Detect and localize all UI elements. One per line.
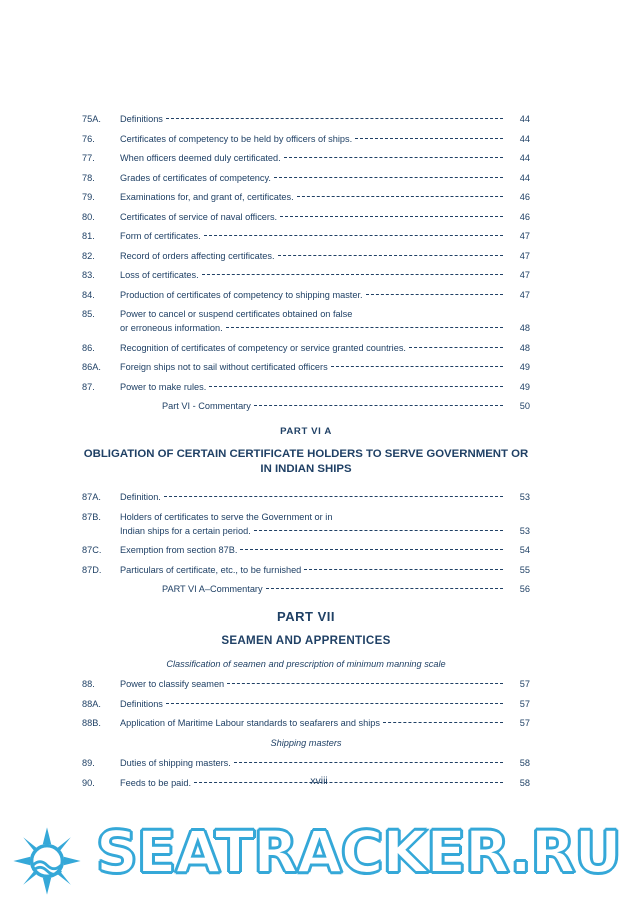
- toc-row: [82, 211, 530, 223]
- toc-item-title: PART VI A–Commentary: [162, 584, 263, 594]
- leader-dots: [226, 326, 503, 328]
- toc-item-page: 44: [519, 114, 530, 124]
- toc-item-page: 57: [519, 679, 530, 689]
- toc-item-number: 87A.: [82, 492, 101, 502]
- toc-item-title: Definitions: [120, 698, 163, 709]
- toc-item-number: 87.: [82, 381, 95, 392]
- toc-row: [82, 230, 530, 242]
- toc-item-title: Examinations for, and grant of, certificates.: [120, 192, 294, 202]
- section-subheading-shipping-masters: Shipping masters: [270, 738, 342, 748]
- toc-item-page: 49: [519, 381, 530, 392]
- toc-item-number: 88B.: [82, 718, 101, 728]
- toc-item-page: 55: [519, 564, 530, 575]
- toc-item-title: Production of certificates of competency to shipping master.: [120, 289, 363, 300]
- toc-item-title: Certificates of service of naval officers.: [120, 211, 278, 222]
- leader-dots: [284, 156, 503, 158]
- toc-item-page: 53: [519, 525, 530, 536]
- leader-dots: [227, 682, 503, 684]
- toc-item-number: 84.: [82, 289, 95, 300]
- part-title-vii: SEAMEN AND APPRENTICES: [221, 634, 391, 647]
- leader-dots: [254, 529, 503, 531]
- toc-item-number: 75A.: [82, 114, 101, 124]
- part-label-vii: PART VII: [277, 609, 335, 624]
- toc-item-title: Definitions: [120, 114, 163, 124]
- leader-dots: [234, 761, 503, 763]
- toc-item-page: 46: [519, 211, 530, 222]
- toc-row: [82, 361, 530, 373]
- toc-item-number: 86.: [82, 342, 95, 353]
- toc-row: [82, 172, 530, 184]
- leader-dots: [209, 385, 503, 387]
- toc-item-title: Recognition of certificates of competency or service granted countries.: [120, 342, 406, 353]
- toc-item-title: Holders of certificates to serve the Government or in: [120, 511, 333, 522]
- toc-item-title-cont: Indian ships for a certain period.: [120, 525, 251, 536]
- toc-row: [82, 678, 530, 690]
- toc-row: [82, 717, 530, 729]
- toc-item-number: 87C.: [82, 545, 102, 555]
- part-label-via: PART VI A: [280, 426, 332, 437]
- leader-dots: [278, 254, 503, 256]
- toc-item-page: 46: [519, 192, 530, 202]
- toc-item-number: 86A.: [82, 362, 101, 372]
- toc-row: [82, 289, 530, 301]
- toc-row-commentary: [82, 583, 530, 595]
- toc-item-number: 90.: [82, 777, 95, 788]
- toc-item-number: 79.: [82, 192, 95, 202]
- toc-item-page: 57: [519, 718, 530, 728]
- toc-row: [82, 269, 530, 281]
- toc-item-number: 83.: [82, 270, 95, 280]
- leader-dots: [366, 293, 503, 295]
- leader-dots: [304, 568, 503, 570]
- toc-row: [82, 381, 530, 393]
- toc-item-number: 82.: [82, 250, 95, 261]
- leader-dots: [166, 702, 503, 704]
- toc-row: [82, 133, 530, 145]
- toc-item-page: 47: [519, 250, 530, 261]
- toc-row: [82, 113, 530, 125]
- sun-logo-icon: [12, 826, 82, 896]
- toc-item-page: 49: [519, 362, 530, 372]
- toc-item-page: 50: [519, 401, 530, 411]
- leader-dots: [164, 495, 503, 497]
- toc-item-title: Form of certificates.: [120, 231, 201, 241]
- table-of-contents: [82, 113, 530, 796]
- toc-item-title: Certificates of competency to be held by officers of ships.: [120, 133, 353, 144]
- toc-item-title: Foreign ships not to sail without certificated officers: [120, 362, 328, 372]
- toc-item-title: When officers deemed duly certificated.: [120, 153, 281, 163]
- toc-item-page: 44: [519, 172, 530, 183]
- leader-dots: [383, 721, 503, 723]
- toc-item-title: Power to classify seamen: [120, 679, 225, 689]
- toc-row: [82, 491, 530, 503]
- leader-dots: [166, 117, 503, 119]
- toc-item-title: Power to make rules.: [120, 381, 207, 392]
- leader-dots: [202, 273, 503, 275]
- leader-dots: [297, 195, 503, 197]
- toc-item-page: 47: [519, 270, 530, 280]
- toc-item-number: 88.: [82, 679, 95, 689]
- toc-item-number: 85.: [82, 309, 95, 319]
- toc-item-page: 48: [519, 342, 530, 353]
- toc-item-page: 57: [519, 698, 530, 709]
- page-number: xviii: [310, 775, 328, 787]
- watermark-text: SEATRACKER.RU: [96, 818, 621, 886]
- toc-row: [82, 544, 530, 556]
- leader-dots: [240, 548, 503, 550]
- toc-item-title: Definition.: [120, 492, 161, 502]
- toc-row: [82, 308, 530, 334]
- toc-row: [82, 191, 530, 203]
- toc-item-number: 78.: [82, 172, 95, 183]
- toc-item-number: 76.: [82, 133, 95, 144]
- toc-item-title: Application of Maritime Labour standards to seafarers and ships: [120, 718, 380, 728]
- toc-item-title: Feeds to be paid.: [120, 777, 191, 788]
- toc-item-title: Power to cancel or suspend certificates obtained on false: [120, 309, 353, 319]
- toc-item-page: 48: [519, 323, 530, 333]
- toc-item-title: Part VI - Commentary: [162, 401, 251, 411]
- toc-item-number: 87D.: [82, 564, 102, 575]
- toc-item-title: Grades of certificates of competency.: [120, 172, 271, 183]
- leader-dots: [355, 137, 503, 139]
- toc-row: [82, 250, 530, 262]
- toc-item-number: 88A.: [82, 698, 101, 709]
- leader-dots: [331, 365, 503, 367]
- toc-item-page: 44: [519, 133, 530, 144]
- toc-row-commentary: [82, 400, 530, 412]
- toc-item-page: 44: [519, 153, 530, 163]
- toc-row: [82, 152, 530, 164]
- toc-item-page: 53: [519, 492, 530, 502]
- toc-row: [82, 511, 530, 537]
- toc-row: [82, 564, 530, 576]
- toc-item-number: 77.: [82, 153, 95, 163]
- toc-item-title-cont: or erroneous information.: [120, 323, 223, 333]
- toc-item-page: 47: [519, 289, 530, 300]
- toc-row: [82, 342, 530, 354]
- toc-item-page: 58: [519, 777, 530, 788]
- toc-item-page: 54: [519, 545, 530, 555]
- part-title-via: OBLIGATION OF CERTAIN CERTIFICATE HOLDERS TO SERVE GOVERNMENT OR IN INDIAN SHIPS: [83, 448, 529, 475]
- toc-item-number: 89.: [82, 758, 95, 768]
- toc-item-title: Record of orders affecting certificates.: [120, 250, 275, 261]
- leader-dots: [254, 404, 503, 406]
- leader-dots: [266, 587, 503, 589]
- toc-item-page: 58: [519, 758, 530, 768]
- toc-item-page: 47: [519, 231, 530, 241]
- leader-dots: [409, 346, 503, 348]
- toc-item-title: Loss of certificates.: [120, 270, 199, 280]
- leader-dots: [274, 176, 503, 178]
- toc-item-number: 81.: [82, 231, 95, 241]
- leader-dots: [204, 234, 503, 236]
- toc-item-title: Duties of shipping masters.: [120, 758, 231, 768]
- leader-dots: [280, 215, 503, 217]
- section-subheading-classification: Classification of seamen and prescription of minimum manning scale: [166, 659, 446, 669]
- toc-item-title: Particulars of certificate, etc., to be furnished: [120, 564, 302, 575]
- toc-item-page: 56: [519, 584, 530, 594]
- toc-item-number: 87B.: [82, 511, 101, 522]
- toc-item-number: 80.: [82, 211, 95, 222]
- toc-row: [82, 698, 530, 710]
- toc-item-title: Exemption from section 87B.: [120, 545, 238, 555]
- toc-row: [82, 757, 530, 769]
- watermark: [0, 812, 638, 905]
